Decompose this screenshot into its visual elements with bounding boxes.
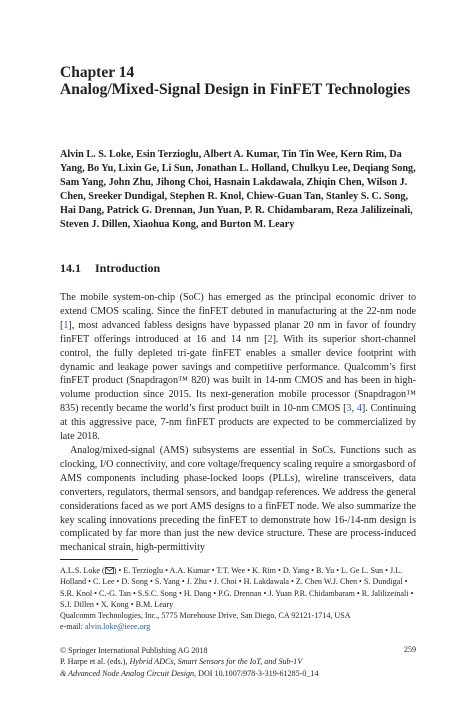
paragraph-1-text-c: ]. With its superior short-channel control, the fully depleted tri-gate finFET enables a smaller device footprint with dynamic and leakage power savings and competitive performance. Qualcomm’s first finFET product (Snapdragon™ 820) was built in 14-nm CMOS and has been in high-volume production since 2015. Its next-generation mobile processor (Snapdragon™ 835) recently became the world’s first product built in 10-nm CMOS [ [60, 333, 416, 415]
page-number: 259 [403, 645, 416, 654]
author-footnote [60, 565, 416, 633]
doi: , DOI 10.1007/978-3-319-61285-0_14 [194, 668, 319, 678]
citation-link-1[interactable]: 1 [63, 319, 69, 331]
citation-separator: , [351, 403, 357, 415]
section-heading [60, 261, 160, 276]
chapter-number: Chapter 14 [60, 64, 135, 81]
affiliation: Qualcomm Technologies, Inc., 5775 Morehouse Drive, San Diego, CA 92121-1714, USA [60, 611, 351, 621]
publication-footer [60, 645, 416, 679]
citation-link-4[interactable]: 4 [356, 403, 362, 415]
author-list: Alvin L. S. Loke, Esin Terzioglu, Albert A. Kumar, Tin Tin Wee, Kern Rim, Da Yang, Bo Yu, Lixin Ge, Li Sun, Jonathan L. Holland, Chulkyu Lee, Deqiang Song, Sam Yang, John Zhu, Jihong Choi, Hasnain Lakdawala, Zhiqin Chen, Wilson J. Chen, Sreeker Dundigal, Stephen R. Knol, Chiew-Guan Tan, Stanley S. C. Song, Hai Dang, Patrick G. Drennan, Jun Yuan, P. R. Chidambaram, Reza Jalilizeinali, Steven J. Dillen, Xiaohua Kong, and Burton M. Leary [60, 149, 416, 231]
email-link[interactable]: alvin.loke@ieee.org [84, 622, 151, 632]
paragraph-2: Analog/mixed-signal (AMS) subsystems are essential in SoCs. Functions such as clocking, I/O connectivity, and core voltage/frequency scaling require a smorgasbord of AMS components including phase-locked loops (PLLs), wireline transceivers, data converters, regulators, thermal sensors, and bandgap references. We address the general considerations faced as we port AMS designs to a finFET node. We also summarize the key scaling innovations preceding the finFET to demonstrate how 16-/14-nm design is complicated by far more than just the new device structure. These are process-induced mechanical strain, high-permittivity [60, 444, 416, 554]
citation-link-3[interactable]: 3 [346, 403, 352, 415]
footnote-divider [60, 559, 138, 560]
section-title: Introduction [95, 261, 161, 275]
paragraph-1-text-a: The mobile system-on-chip (SoC) has emerged as the principal economic driver to extend CMOS scaling. Since the finFET debuted in manufacturing at the 22-nm node [ [60, 292, 416, 331]
copyright-line: © Springer International Publishing AG 2018 [60, 646, 208, 655]
chapter-title: Analog/Mixed-Signal Design in FinFET Technologies [60, 81, 411, 98]
citation-line-1 [60, 656, 416, 667]
paragraph-1-text-b: ], most advanced fabless designs have bypassed planar 20 nm in favor of foundry finFET offerings introduced at 16 and 14 nm [ [60, 319, 416, 345]
book-title-part-2: & Advanced Node Analog Circuit Design [60, 668, 195, 678]
email-label: e-mail: [60, 622, 85, 632]
paragraph-1-text-d: ]. Continuing at this aggressive pace, 7-nm finFET products are expected to be commercialized by late 2018. [60, 403, 416, 443]
footnote-authors [60, 565, 416, 610]
citation-link-2[interactable]: 2 [267, 333, 273, 345]
body-text [60, 291, 416, 555]
citation-editors: P. Harpe et al. (eds.), [60, 657, 130, 667]
citation-line-2 [60, 668, 416, 679]
book-title-part-1: Hybrid ADCs, Smart Sensors for the IoT, and Sub-1V [129, 657, 303, 667]
footnote-authors-b: ) • E. Terzioglu • A.A. Kumar • T.T. Wee • K. Rim • D. Yang • B. Yu • L. Ge L. Sun • J.L. Holland • C. Lee • D. Song • S. Yang • J. Zhu • J. Choi • H. Lakdawala • Z. Chen W.J. Chen • S. Dundigal • S.R. Knol • C.-G. Tan • S.S.C. Song • H. Dang • P.G. Drennan • J. Yuan P.R. Chidambaram • R. Jalilizeinali • S.J. Dillen • X. Kong • B.M. Leary [60, 566, 414, 609]
footnote-authors-a: A.L.S. Loke ( [60, 566, 105, 575]
envelope-icon [105, 566, 114, 575]
section-number: 14.1 [60, 261, 81, 275]
email-line [60, 621, 416, 632]
paragraph-1 [60, 291, 416, 444]
